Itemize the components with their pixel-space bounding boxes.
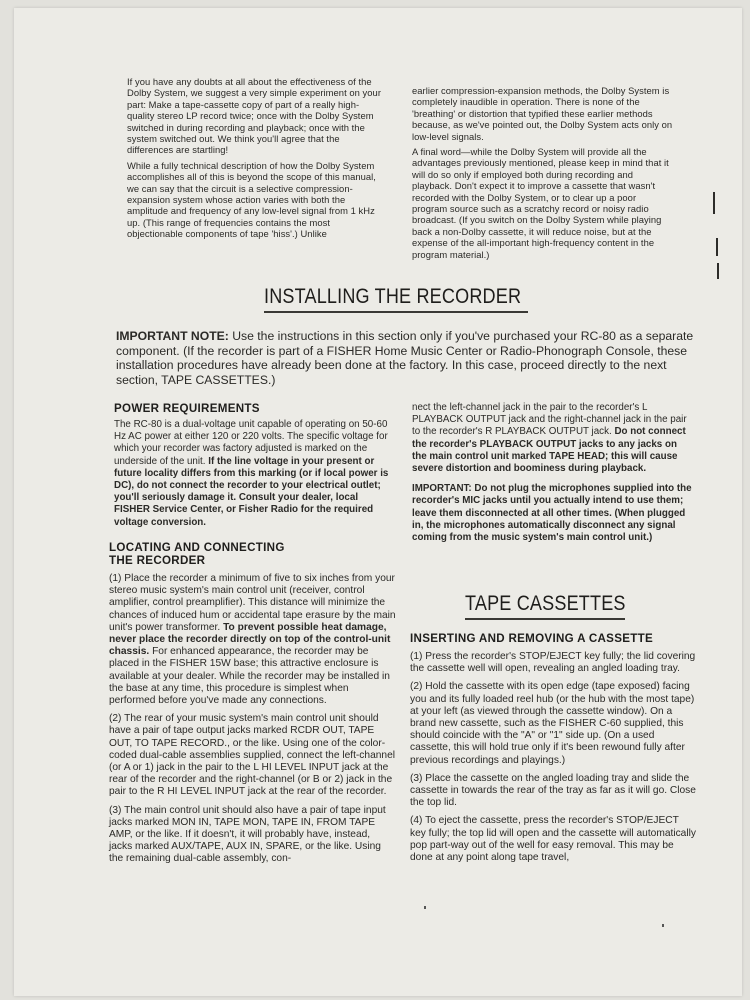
tape-section-title-block <box>465 592 665 616</box>
cassette-section <box>410 632 696 868</box>
dolby-paragraph: earlier compression-expansion methods, the Dolby System is completely inaudible in operation. There is none of the 'breathing' or distortion that typified these earlier methods because, as we've pointed out, the Dolby System acts only on low-level signals. <box>412 85 673 142</box>
mic-important-label: IMPORTANT: <box>412 483 472 495</box>
power-heading: POWER REQUIREMENTS <box>114 402 260 415</box>
locating-step-1 <box>109 573 396 707</box>
cassette-heading: INSERTING AND REMOVING A CASSETTE <box>410 632 654 645</box>
mic-important-note <box>412 483 694 544</box>
dolby-right-column <box>412 85 674 264</box>
power-section <box>114 402 396 533</box>
title-underline <box>465 618 625 620</box>
cassette-step-4: (4) To eject the cassette, press the recorder's STOP/EJECT key fully; the top lid will open and the cassette will automatically pop part-way out of the well for easy removal. This may be done at any point along tape travel, <box>410 815 696 864</box>
dolby-paragraph: While a fully technical description of how the Dolby System accomplishes all of this is beyond the scope of this manual, we can say that the circuit is a selective compression-expansion system whose action varies with both the amplitude and frequency of any low-level signal from 1 kHz up. (This range of frequencies contains the most objectionable components of tape 'hiss'.) Unlike <box>127 159 376 240</box>
mic-important-text: Do not plug the microphones supplied into the recorder's MIC jacks until you actually intend to use them; leave them disconnected at all other times. (When plugged in, the microphones automatically disconnect any signal coming from the music system's main control unit.) <box>412 483 692 544</box>
section-title: TAPE CASSETTES <box>465 592 626 615</box>
cassette-step-2: (2) Hold the cassette with its open edge (tape exposed) facing you and its fully loaded reel hub (or the hub with the most tape) at your left (as viewed through the cassette window). On a brand new cassette, such as the FISHER C-60 supplied, this should coincide with the "A" or "1" side up. (On a used cassette, this will hold true only if it's been rewound fully after previous recordings and playings.) <box>410 681 695 766</box>
paper-speck <box>424 906 426 909</box>
title-underline <box>264 311 528 313</box>
locating-step-1-text: (1) Place the recorder a minimum of five to six inches from your stereo music system's main control unit (receiver, control amplifier, control preamplifier). This distance will minimize the chances of induced hum or accidental tape erasure by the main unit's power transformer. <box>109 573 396 633</box>
power-text-plain: The RC-80 is a dual-voltage unit capable of operating on 50-60 Hz AC power at either 120 or 220 volts. The specific voltage for which your recorder was factory adjusted is marked on the underside of the unit. <box>114 419 388 467</box>
connection-continued <box>412 402 694 475</box>
important-note-text: Use the instructions in this section only if you've purchased your RC-80 as a separate component. (If the recorder is part of a FISHER Home Music Center or Radio-Phonograph Console, these installation procedures have already been done at the factory. In this case, proceed directly to the next section, TAPE CASSETTES.) <box>116 329 694 387</box>
edge-index-mark <box>717 263 719 279</box>
right-column-continuation <box>412 402 694 548</box>
power-text-bold: If the line voltage in your present or future locality differs from this marking (or if local power is DC), do not connect the recorder to your electrical outlet; you'll seriously damage it. Consult your dealer, local FISHER Service Center, or Fisher Radio for the required voltage conversion. <box>114 455 389 528</box>
cassette-step-1: (1) Press the recorder's STOP/EJECT key fully; the lid covering the cassette well will open, revealing an angled loading tray. <box>410 651 696 675</box>
installing-section-title-block <box>264 285 564 309</box>
locating-step-3: (3) The main control unit should also have a pair of tape input jacks marked MON IN, TAPE MON, TAPE IN, FROM TAPE AMP, or the like. If it doesn't, it will probably have, instead, jacks marked AUX/TAPE, AUX IN, SPARE, or the like. Using the remaining dual-cable assembly, con- <box>109 804 386 865</box>
connection-warning: Do not connect the recorder's PLAYBACK OUTPUT jacks to any jacks on the main control unit marked TAPE HEAD; this will cause severe distortion and boominess during playback. <box>412 426 686 475</box>
locating-step-1-warning: To prevent possible heat damage, never place the recorder directly on top of the control-unit chassis. <box>109 621 391 658</box>
cassette-step-3: (3) Place the cassette on the angled loading tray and slide the cassette in towards the rear of the tray as far as it will go. Close the top lid. <box>410 772 696 809</box>
paper-speck <box>662 924 664 927</box>
locating-step-1-text-cont: For enhanced appearance, the recorder may be placed in the FISHER 15W base; this attractive enclosure is available at your dealer. While the recorder may be installed in the base at any time, this procedure is simplest when performed before you've made any connections. <box>109 646 390 707</box>
edge-index-mark <box>716 238 718 256</box>
locating-section <box>109 541 396 870</box>
dolby-paragraph: If you have any doubts at all about the effectiveness of the Dolby System, we suggest a very simple experiment on your part: Make a tape-cassette copy of part of a really high-quality stereo LP record twice; once with the Dolby System switched in during recording and playback; once with the system switched out. We think you'll agree that the differences are startling! <box>127 76 381 156</box>
section-title: INSTALLING THE RECORDER <box>264 285 522 308</box>
important-note <box>116 329 704 387</box>
important-note-label: IMPORTANT NOTE: <box>116 329 229 343</box>
locating-step-2: (2) The rear of your music system's main control unit should have a pair of tape output jacks marked RCDR OUT, TAPE OUT, TO TAPE RECORD., or the like. Using one of the color-coded dual-cable assemblies supplied, connect the left-channel (or A or 1) jack in the pair to the L HI LEVEL INPUT jack at the rear of the recorder and the right-channel (or B or 2) jack in the pair to the R HI LEVEL INPUT jack at the rear of the recorder. <box>109 713 395 798</box>
connection-continued-text: nect the left-channel jack in the pair to the recorder's L PLAYBACK OUTPUT jack and the right-channel jack in the pair to the recorder's R PLAYBACK OUTPUT jack. <box>412 402 687 438</box>
dolby-left-column <box>127 76 383 244</box>
locating-heading-line1: LOCATING AND CONNECTING <box>109 541 285 554</box>
locating-heading-line2: THE RECORDER <box>109 554 206 567</box>
power-text <box>114 419 396 529</box>
dolby-paragraph: A final word—while the Dolby System will provide all the advantages previously mentioned, please keep in mind that it will do so only if employed both during recording and playback. Don't expect it to improve a cassette that wasn't recorded with the Dolby System, or to clear up a poor program source such as a scratchy record or noisy radio broadcast. (If you switch on the Dolby System while playing back a non-Dolby cassette, it will reduce noise, but at the expense of the all-important high-frequency content in the program material.) <box>412 146 669 260</box>
edge-index-mark <box>713 192 715 214</box>
